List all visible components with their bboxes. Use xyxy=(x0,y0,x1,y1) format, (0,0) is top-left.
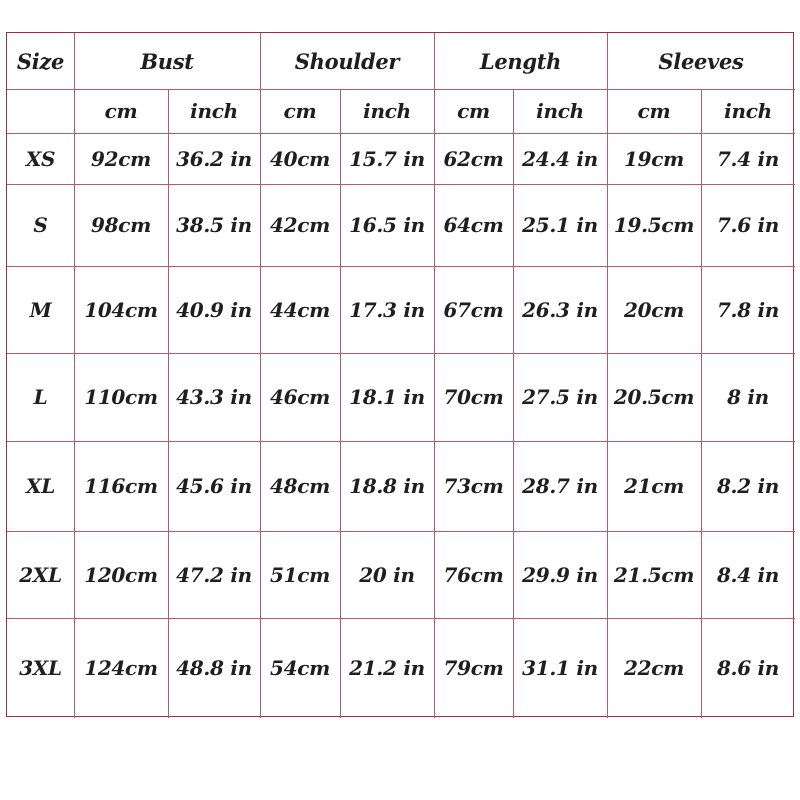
measurement-cell: 76cm xyxy=(443,562,504,587)
unit-header: cm xyxy=(283,99,317,123)
measurement-cell: 31.1 in xyxy=(522,656,598,680)
measurement-cell: 47.2 in xyxy=(176,562,252,587)
measurement-cell: 45.6 in xyxy=(176,474,252,498)
size-label: 3XL xyxy=(19,656,62,680)
group-header-sleeves: Sleeves xyxy=(658,48,744,74)
size-header: Size xyxy=(16,48,65,74)
size-label: XL xyxy=(26,474,55,498)
measurement-cell: 8.2 in xyxy=(716,474,780,498)
measurement-cell: 7.6 in xyxy=(716,213,780,237)
measurement-cell: 22cm xyxy=(624,656,684,680)
measurement-cell: 79cm xyxy=(443,656,504,680)
measurement-cell: 40.9 in xyxy=(176,297,252,322)
size-label: XS xyxy=(25,146,56,171)
measurement-cell: 116cm xyxy=(84,474,158,498)
measurement-cell: 73cm xyxy=(443,474,504,498)
measurement-cell: 40cm xyxy=(270,146,330,171)
measurement-cell: 21.2 in xyxy=(349,656,425,680)
size-label: M xyxy=(29,297,52,322)
measurement-cell: 20 in xyxy=(359,562,415,587)
measurement-cell: 26.3 in xyxy=(522,297,598,322)
measurement-cell: 7.4 in xyxy=(716,146,780,171)
measurement-cell: 8.6 in xyxy=(716,656,780,680)
group-header-length: Length xyxy=(479,48,562,74)
measurement-cell: 92cm xyxy=(91,146,151,171)
measurement-cell: 43.3 in xyxy=(176,385,252,409)
measurement-cell: 64cm xyxy=(443,213,504,237)
size-label: S xyxy=(33,213,48,237)
unit-header: inch xyxy=(363,99,411,123)
unit-header: inch xyxy=(536,99,584,123)
measurement-cell: 20cm xyxy=(624,297,684,322)
measurement-cell: 18.8 in xyxy=(349,474,425,498)
measurement-cell: 48.8 in xyxy=(176,656,252,680)
size-label: 2XL xyxy=(19,562,62,587)
measurement-cell: 36.2 in xyxy=(176,146,252,171)
measurement-cell: 21cm xyxy=(624,474,684,498)
unit-header: cm xyxy=(637,99,671,123)
measurement-cell: 70cm xyxy=(443,385,504,409)
unit-header: inch xyxy=(190,99,238,123)
unit-header: inch xyxy=(724,99,772,123)
measurement-cell: 21.5cm xyxy=(613,562,695,587)
measurement-cell: 67cm xyxy=(443,297,504,322)
measurement-cell: 48cm xyxy=(270,474,330,498)
unit-header: cm xyxy=(457,99,490,123)
measurement-cell: 28.7 in xyxy=(522,474,598,498)
measurement-cell: 8 in xyxy=(727,385,769,409)
measurement-cell: 124cm xyxy=(84,656,158,680)
group-header-bust: Bust xyxy=(140,48,194,74)
measurement-cell: 24.4 in xyxy=(522,146,598,171)
measurement-cell: 104cm xyxy=(84,297,158,322)
measurement-cell: 7.8 in xyxy=(716,297,780,322)
measurement-cell: 18.1 in xyxy=(349,385,425,409)
measurement-cell: 8.4 in xyxy=(716,562,780,587)
measurement-cell: 42cm xyxy=(270,213,330,237)
measurement-cell: 19.5cm xyxy=(613,213,695,237)
measurement-cell: 29.9 in xyxy=(522,562,598,587)
measurement-cell: 17.3 in xyxy=(349,297,425,322)
unit-header: cm xyxy=(104,99,138,123)
measurement-cell: 54cm xyxy=(270,656,330,680)
group-header-shoulder: Shoulder xyxy=(294,48,400,74)
measurement-cell: 44cm xyxy=(270,297,330,322)
measurement-cell: 16.5 in xyxy=(349,213,425,237)
measurement-cell: 15.7 in xyxy=(349,146,425,171)
measurement-cell: 38.5 in xyxy=(176,213,252,237)
measurement-cell: 20.5cm xyxy=(613,385,695,409)
measurement-cell: 98cm xyxy=(91,213,151,237)
measurement-cell: 62cm xyxy=(443,146,504,171)
measurement-cell: 46cm xyxy=(270,385,330,409)
measurement-cell: 120cm xyxy=(84,562,158,587)
measurement-cell: 25.1 in xyxy=(522,213,598,237)
measurement-cell: 27.5 in xyxy=(522,385,598,409)
size-chart xyxy=(6,32,794,717)
size-label: L xyxy=(33,385,48,409)
measurement-cell: 19cm xyxy=(624,146,684,171)
measurement-cell: 110cm xyxy=(84,385,158,409)
measurement-cell: 51cm xyxy=(270,562,330,587)
